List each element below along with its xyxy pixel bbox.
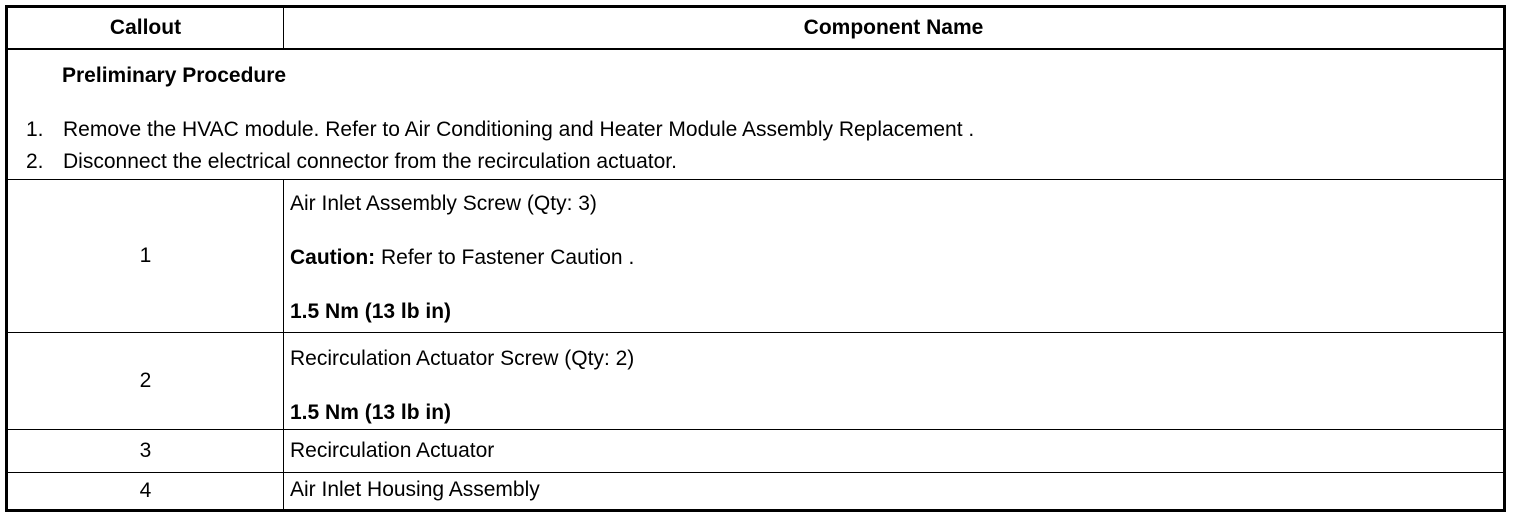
component-cell [284, 180, 1503, 332]
table-row [8, 333, 1503, 430]
procedure-step [26, 150, 677, 174]
step-text: Disconnect the electrical connector from the recirculation actuator. [63, 150, 677, 173]
caution-note [290, 246, 634, 270]
component-name: Recirculation Actuator [290, 439, 495, 462]
component-name: Air Inlet Housing Assembly [290, 478, 540, 501]
component-cell [284, 333, 1503, 429]
caution-text: Refer to Fastener Caution . [375, 246, 635, 269]
torque-spec: 1.5 Nm (13 lb in) [290, 401, 452, 424]
callout-number: 3 [8, 430, 284, 472]
callout-number: 2 [8, 333, 284, 429]
table-row [8, 180, 1503, 333]
preliminary-procedure-title: Preliminary Procedure [62, 64, 287, 87]
step-number: 2. [26, 150, 44, 173]
component-cell [284, 430, 1503, 472]
component-cell [284, 473, 1503, 509]
caution-label: Caution: [290, 246, 376, 269]
step-number: 1. [26, 118, 44, 141]
component-name-column-header: Component Name [803, 16, 984, 39]
callout-number: 1 [8, 180, 284, 332]
callout-number: 4 [8, 473, 284, 509]
table-header-row [8, 8, 1503, 50]
table-row [8, 430, 1503, 473]
component-name: Recirculation Actuator Screw (Qty: 2) [290, 347, 635, 370]
preliminary-procedure-row [8, 50, 1503, 180]
procedure-step [26, 118, 974, 142]
component-name: Air Inlet Assembly Screw (Qty: 3) [290, 192, 597, 215]
callout-column-header: Callout [8, 8, 284, 48]
step-text: Remove the HVAC module. Refer to Air Conditioning and Heater Module Assembly Replacement . [63, 118, 975, 141]
component-table [5, 5, 1506, 512]
table-row [8, 473, 1503, 509]
torque-spec: 1.5 Nm (13 lb in) [290, 300, 452, 323]
